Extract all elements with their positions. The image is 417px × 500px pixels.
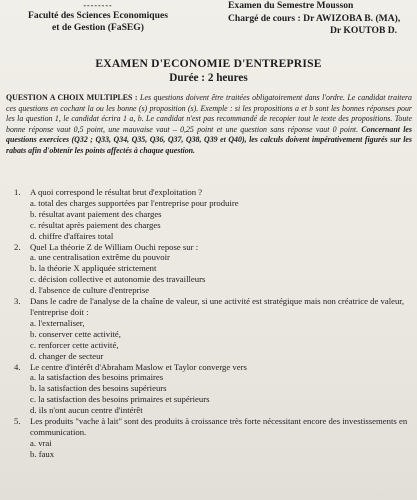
instructions-note: Concernant les questions exercices (Q32 ; Q33, Q34, Q35, Q36, Q37, Q38, Q39 et Q40), les calculs doivent impérativement figurés sur les rabats afin d'obtenir les points affectés à chaque question.	[6, 124, 412, 155]
question-text: Dans le cadre de l'analyse de la chaîne de valeur, si une activité est stratégique mais non créatrice de valeur, l'entreprise doit :	[30, 296, 405, 317]
question-item	[12, 296, 412, 361]
option-item: c. résultat après paiement des charges	[30, 219, 161, 230]
option-item: d. ils n'ont aucun centre d'intérêt	[30, 405, 143, 416]
instructions-body: Les questions doivent être traitées obligatoirement dans l'ordre. Le candidat traitera ces questions en cochant la ou les bonne (s) proposition (s). Exemple : si les propositions a et b sont les bonnes réponses pour les la question 1, le candidat écrira 1 a, b. Le candidat n'est pas recommandé de recopier tout le texte des propositions. Toute bonne réponse vaut 0,5 point, une mauvaise vaut – 0,25 point et une question sans réponse vaut 0 point.	[6, 93, 412, 134]
question-item	[12, 187, 412, 242]
question-number: 5.	[14, 416, 21, 427]
question-text: Les produits "vache à lait" sont des produits à croissance très forte nécessitant encore des investissements en communication.	[30, 416, 408, 437]
faculty-acronym: et de Gestion (FaSEG)	[52, 22, 144, 33]
question-list	[12, 187, 412, 460]
question-number: 2.	[14, 241, 21, 252]
option-item: c. la satisfaction des besoins primaires et supérieurs	[30, 394, 210, 405]
option-item: b. conserver cette activité,	[30, 328, 121, 339]
option-item: d. l'absence de culture d'entreprise	[30, 285, 150, 296]
exam-title: EXAMEN D'ECONOMIE D'ENTREPRISE	[95, 57, 322, 70]
option-item: d. chiffre d'affaires total	[30, 230, 114, 241]
option-item: b. la théorie X appliquée strictement	[30, 263, 157, 274]
question-number: 1.	[14, 187, 21, 197]
option-item: c. renforcer cette activité,	[30, 339, 119, 350]
question-text: Le centre d'intérêt d'Abraham Maslow et Taylor converge vers	[30, 361, 247, 372]
option-item: a. l'externaliser,	[30, 317, 85, 328]
question-text: Quel La théorie Z de William Ouchi repose sur :	[30, 241, 199, 252]
instructions-block	[6, 93, 412, 157]
lecturer-second: Dr KOUTOB D.	[330, 25, 398, 36]
option-item: b. résultat avant paiement des charges	[30, 208, 162, 219]
faculty-name: Faculté des Sciences Economiques	[28, 10, 168, 21]
instructions-lead: QUESTION A CHOIX MULTIPLES :	[6, 93, 138, 102]
option-item: a. vrai	[30, 437, 52, 448]
faculty-header	[18, 2, 178, 34]
question-item	[12, 242, 412, 297]
question-item	[12, 416, 412, 460]
option-item: a. la satisfaction des besoins primaires	[30, 372, 164, 383]
option-item: c. décision collective et autonomie des travailleurs	[30, 274, 206, 285]
exam-session: Examen du Semestre Mousson	[228, 0, 354, 11]
question-item	[12, 362, 412, 417]
question-number: 4.	[14, 361, 21, 372]
option-item: a. une centralisation extrême du pouvoir	[30, 252, 170, 263]
option-item: b. la satisfaction des besoins supérieurs	[30, 383, 167, 394]
question-text: A quoi correspond le résultat brut d'exploitation ?	[30, 187, 203, 197]
lecturer-line: Chargé de cours : Dr AWIZOBA B. (MA),	[228, 12, 401, 24]
option-item: b. faux	[30, 448, 55, 459]
option-item: a. total des charges supportées par l'entreprise pour produire	[30, 197, 239, 208]
option-item: d. changer de secteur	[30, 350, 104, 361]
header-divider: --------	[83, 1, 113, 10]
exam-header	[228, 0, 417, 38]
exam-duration: Durée : 2 heures	[169, 72, 248, 84]
question-number: 3.	[14, 296, 21, 307]
